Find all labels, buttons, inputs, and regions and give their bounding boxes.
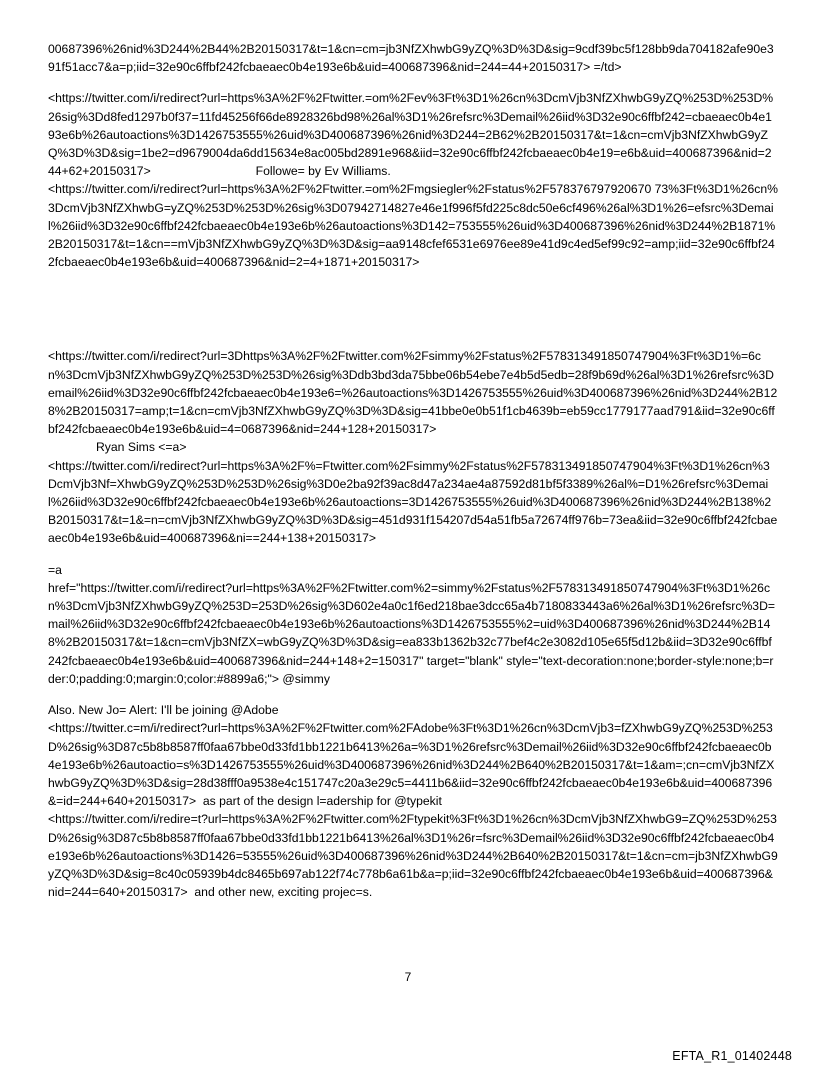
paragraph-6: Also. New Jo= Alert: I'll be joining @Adobe <https://twitter.c=m/i/redirect?url=https%3A%2F%2Ftwitter.com%2FAdobe%3Ft%3D1%26cn%3DcmVjb3=fZXhwbG9yZQ%253D%253D%26sig%3D87c5b8b8587ff0faa67bbe0d33fd1bb1221b6413%26a=%3D1%26refsrc%3Demail%26iid%3D32e90c6ffbf242fcbaeaec0b4e193e6b%26autoactio=s%3D1426753555%26uid%3D400687396%26nid%3D244%2B640%2B20150317&t=1&am=;cn=cmVjb3NfZXhwbG9yZQ%3D%3D&sig=28d38fff0a9538e4c151747c20a3e29c5=4411b6&iid=32e90c6ffbf242fcbaeaec0b4e193e6b&uid=400687396&=id=244+640+20150317> as part of the design l=adership for @typekit <https://twitter.com/i/redire=t?url=https%3A%2F%2Ftwitter.com%2Ftypekit%3Ft%3D1%26cn%3DcmVjb3NfZXhwbG9=ZQ%253D%253D%26sig%3D87c5b8b8587ff0faa67bbe0d33fd1bb1221b6413%26al%3D1%26r=fsrc%3Demail%26iid%3D32e90c6ffbf242fcbaeaec0b4e193e6b%26autoactions%3D1426=53555%26uid%3D400687396%26nid%3D244%2B640%2B20150317&t=1&cn=cm=jb3NfZXhwbG9yZQ%3D%3D&sig=8c40c05939b4dc8465b697ab122f74c778b6a61b&a=p;iid=32e90c6ffbf242fcbaeaec0b4e193e6b&uid=400687396&nid=244=640+20150317> and other new, exciting projec=s. (48, 703, 778, 900)
paragraph-1: 00687396%26nid%3D244%2B44%2B20150317&t=1&cn=cm=jb3NfZXhwbG9yZQ%3D%3D&sig=9cdf39bc5f128bb9da704182afe90e391f51acc7&a=p;iid=32e90c6ffbf242fcbaeaec0b4e193e6b&uid=400687396&nid=244=44+20150317> =/td> (48, 42, 774, 75)
ryan-sims-line: Ryan Sims <=a> (96, 440, 187, 455)
bates-number: EFTA_R1_01402448 (672, 1049, 792, 1063)
paragraph-5: =a href="https://twitter.com/i/redirect?url=https%3A%2F%2Ftwitter.com%2=simmy%2Fstatus%2F578313491850747904%3Ft%3D1%26cn%3DcmVjb3NfZXhwbG9yZQ%253D=253D%26sig%3D602e4a0c1f6ed218bae3dcc65a4b7180833443a6%26al%3D1%26refsrc%3D=mail%26iid%3D32e90c6ffbf242fcbaeaec0b4e193e6b%26autoactions%3D1426753555%2=uid%3D400687396%26nid%3D244%2B148%2B20150317&t=1&cn=cmVjb3NfZX=wbG9yZQ%3D%3D&sig=ea833b1362b32c77bef4c2e3082d105e65f5d12b&iid=3D32e90c6ffbf242fcbaeaec0b4e193e6b&uid=400687396&nid=244+148+2=150317" target="blank" style="text-decoration:none;border-style:none;b=rder:0;padding:0;margin:0;color:#8899a6;"> @simmy (48, 562, 775, 686)
paragraph-2: <https://twitter.com/i/redirect?url=https%3A%2F%2Ftwitter.=om%2Fev%3Ft%3D1%26cn%3DcmVjb3NfZXhwbG9yZQ%253D%253D%26sig%3Dd8fed1297b0f37=11fd45256f66de8928326bd98%26al%3D1%26refsrc%3Demail%26iid%3D32e90c6ffbf242=cbaeaec0b4e193e6b%26autoactions%3D1426753555%26uid%3D400687396%26nid%3D244=2B62%2B20150317&t=1&cn=cmVjb3NfZXhwbG9yZQ%3D%3D&sig=1be2=d9679004da6dd15634e8ac005bd2891e968&iid=32e90c6ffbf242fcbaeaec0b4e19=e6b&uid=400687396&nid=244+62+20150317> Followe= by Ev Williams. <https://twitter.com/i/redirect?url=https%3A%2F%2Ftwitter.=om%2Fmgsiegler%2Fstatus%2F578376797920670 73%3Ft%3D1%26cn%3DcmVjb3NfZXhwbG=yZQ%253D%253D%26sig%3D07942714827e46e1f996f5fd225c8dc50e6cf496%26al%3D1%26=efsrc%3Demail%26iid%3D32e90c6ffbf242fcbaeaec0b4e193e6b%26autoactions%3D142=753555%26uid%3D400687396%26nid%3D244%2B1871%2B20150317&t=1&cn==mVjb3NfZXhwbG9yZQ%3D%3D&sig=aa9148cfef6531e6976ee89e41d9c4ed5ef99c92=amp;iid=32e90c6ffbf242fcbaeaec0b4e193e6b&uid=400687396&nid=2=4+1871+20150317> (48, 91, 778, 270)
paragraph-4: <https://twitter.com/i/redirect?url=https%3A%2F%=Ftwitter.com%2Fsimmy%2Fstatus%2F578313491850747904%3Ft%3D1%26cn%3DcmVjb3Nf=XhwbG9yZQ%253D%253D%26sig%3D0e2ba92f39ac8d47a234ae4a87592d81bf5f3389%26al%=D1%26refsrc%3Demail%26iid%3D32e90c6ffbf242fcbaeaec0b4e193e6b%26autoactions=3D1426753555%26uid%3D400687396%26nid%3D244%2B138%2B20150317&t=1&=n=cmVjb3NfZXhwbG9yZQ%3D%3D&sig=451d931f154207d54a51fb5a72674ff976b=73ea&iid=32e90c6ffbf242fcbaeaec0b4e193e6b&uid=400687396&ni==244+138+20150317> (48, 458, 778, 546)
paragraph-3: <https://twitter.com/i/redirect?url=3Dhttps%3A%2F%2Ftwitter.com%2Fsimmy%2Fstatus%2F578313491850747904%3Ft%3D1%=6cn%3DcmVjb3NfZXhwbG9yZQ%253D%253D%26sig%3Ddb3bd3da75bbe06b54ebe7e4b5d5edb=28f9b69d%26al%3D1%26refsrc%3Demail%26iid%3D32e90c6ffbf242fcbaeaec0b4e193e6=%26autoactions%3D1426753555%26uid%3D400687396%26nid%3D244%2B128%2B20150317=amp;t=1&cn=cmVjb3NfZXhwbG9yZQ%3D%3D&sig=41bbe0e0b51f1cb4639b=eb59cc1779177aad791&iid=32e90c6ffbf242fcbaeaec0b4e193e6b&uid=4=0687396&nid=244+128+20150317> (48, 349, 778, 437)
page-number: 7 (404, 970, 412, 984)
paragraph-gap (48, 548, 778, 561)
paragraph-gap (48, 688, 778, 701)
blank-space (48, 271, 778, 347)
document-body (48, 40, 778, 901)
paragraph-gap (48, 76, 778, 89)
